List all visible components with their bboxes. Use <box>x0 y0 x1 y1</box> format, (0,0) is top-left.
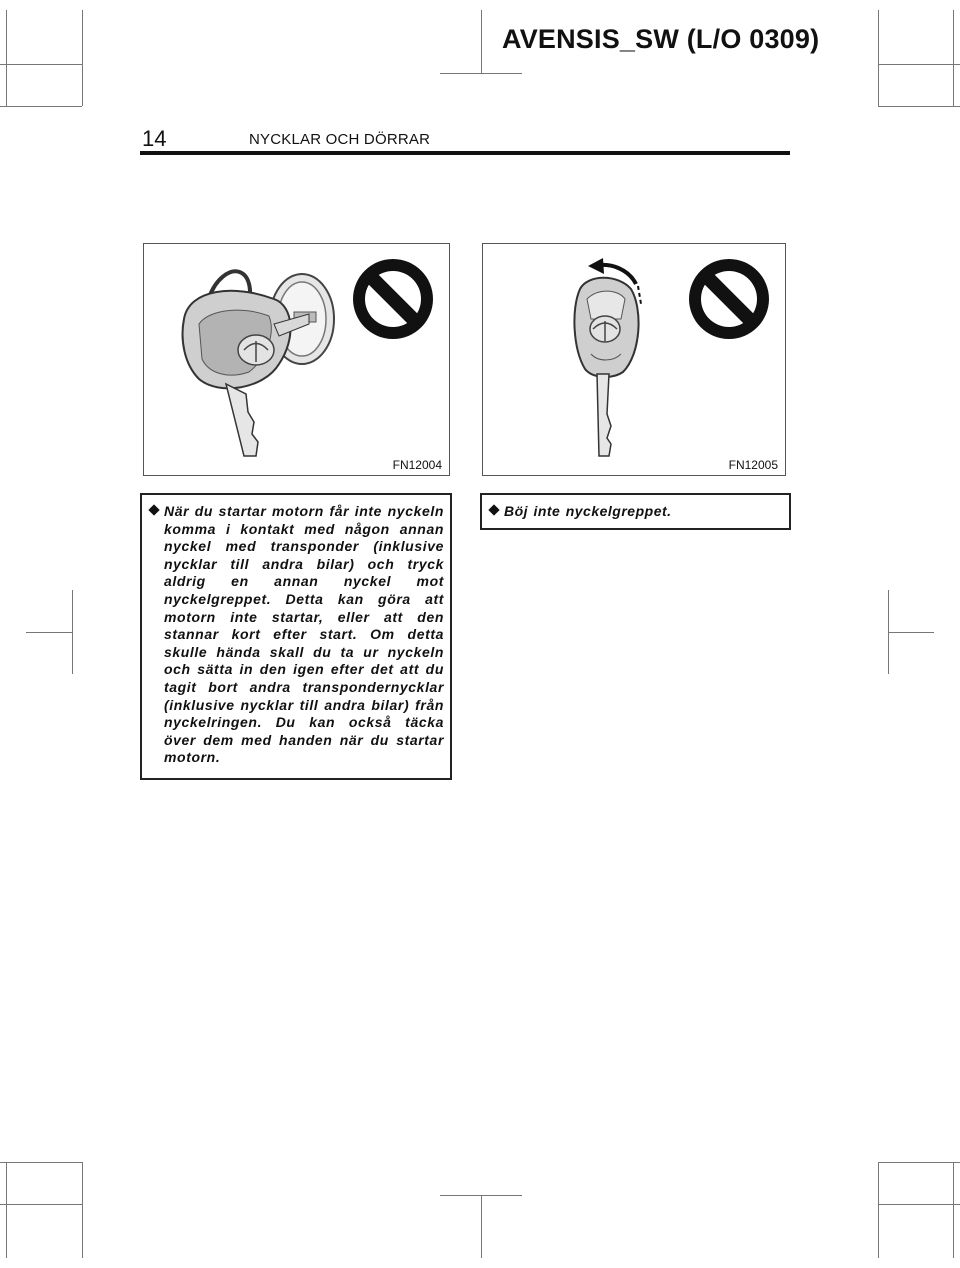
header-rule <box>140 151 790 155</box>
key-illustration <box>144 244 448 474</box>
note-text: När du startar motorn får inte nyckeln komma i kontakt med någon annan nyckel med transponder (inklusive nycklar till andra bilar) och tryck aldrig en annan nyckel mot nyckelgreppet. Detta kan göra att motorn inte startar, eller att den stannar kort efter start. Om detta skulle hända skall du ta ur nyckeln och sätta in den igen efter det att du tagit bort andra transpondernycklar (inklusive nycklar till andra bilar) från nyckelringen. Du kan också täcka över dem med handen när du startar motorn. <box>164 503 444 766</box>
figure-key-contact <box>143 243 450 476</box>
note-text: Böj inte nyckelgreppet. <box>504 503 672 519</box>
prohibition-icon <box>689 259 769 339</box>
section-title: NYCKLAR OCH DÖRRAR <box>249 131 431 148</box>
page-number: 14 <box>142 126 167 151</box>
figure-code: FN12004 <box>392 458 442 472</box>
note-do-not-bend <box>480 493 791 530</box>
key-illustration <box>483 244 784 474</box>
figure-key-bend <box>482 243 786 476</box>
diamond-bullet-icon <box>148 504 159 515</box>
prohibition-icon <box>353 259 433 339</box>
diamond-bullet-icon <box>488 504 499 515</box>
figure-code: FN12005 <box>728 458 778 472</box>
key-icon <box>574 278 638 456</box>
document-title: AVENSIS_SW (L/O 0309) <box>502 24 820 54</box>
note-transponder-warning <box>140 493 452 780</box>
